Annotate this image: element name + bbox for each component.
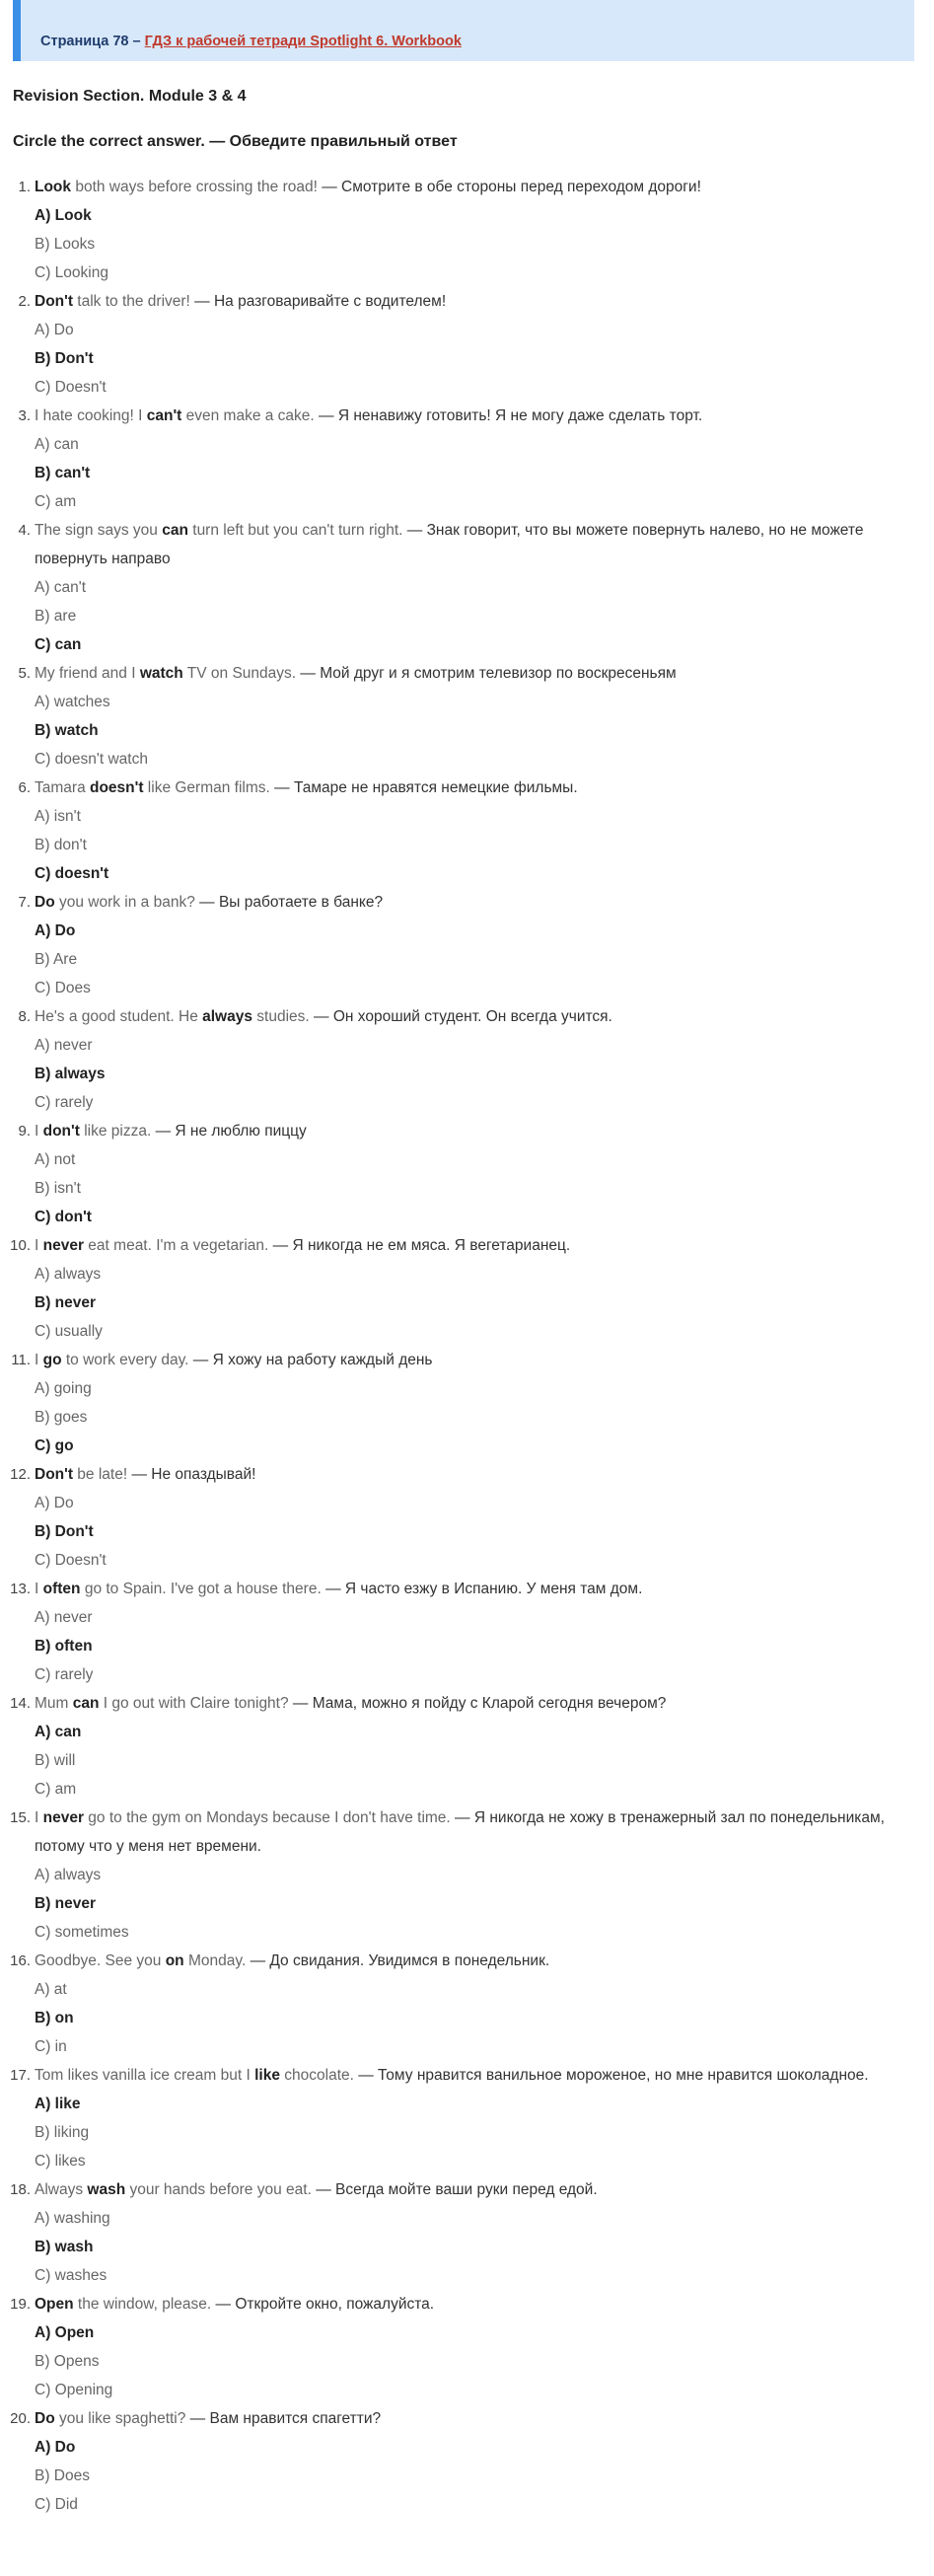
answer-option-correct: B) can't (35, 465, 91, 481)
answer-option: B) Opens (35, 2353, 100, 2370)
answer-option: B) Are (35, 951, 78, 968)
question-translation: — Я никогда не хожу в тренажерный зал по понедельникам, потому что у меня нет времени. (35, 1809, 885, 1855)
answer-option-correct: B) Don't (35, 1523, 94, 1540)
question-item (0, 1947, 934, 2061)
question-text-after: turn left but you can't turn right. (187, 522, 403, 539)
question-text-after: I go out with Claire tonight? (99, 1695, 289, 1712)
question-answer-word: never (42, 1237, 84, 1254)
question-number: 2. (18, 293, 31, 310)
question-text (35, 1117, 912, 1145)
question-translation: — Не опаздывай! (127, 1466, 256, 1483)
question-text (35, 1231, 912, 1260)
question-number: 19. (10, 2296, 31, 2313)
question-item (0, 402, 934, 516)
question-item (0, 1346, 934, 1460)
question-text-after: eat meat. I'm a vegetarian. (84, 1237, 269, 1254)
question-answer-word: watch (139, 665, 183, 682)
answer-option: C) Looking (35, 264, 108, 281)
answer-option: C) Doesn't (35, 1552, 107, 1569)
question-translation: — Я не люблю пиццу (151, 1123, 307, 1140)
question-text-after: be late! (72, 1466, 128, 1483)
question-text-after: like pizza. (79, 1123, 152, 1140)
question-text-before: I (35, 1123, 43, 1140)
answer-option: A) watches (35, 694, 110, 710)
answer-option-correct: A) like (35, 2096, 81, 2112)
answer-option: C) usually (35, 1323, 103, 1340)
answer-option: A) isn't (35, 808, 81, 825)
question-text-after: both ways before crossing the road! (71, 179, 318, 195)
question-item (0, 1002, 934, 1117)
answer-option: C) rarely (35, 1666, 94, 1683)
question-answer-word: Do (35, 894, 55, 911)
question-text-after: Monday. (183, 1952, 247, 1969)
answer-option: A) never (35, 1609, 93, 1626)
question-text-before: I (35, 1352, 43, 1368)
answer-option: C) Does (35, 980, 91, 996)
answer-option: C) sometimes (35, 1924, 129, 1941)
question-text-before: Goodbye. See you (35, 1952, 166, 1969)
question-text-after: TV on Sundays. (182, 665, 297, 682)
question-text-after: talk to the driver! (72, 293, 190, 310)
answer-option-correct: C) can (35, 636, 82, 653)
question-number: 13. (10, 1581, 31, 1597)
answer-option: B) Does (35, 2467, 90, 2484)
question-text (35, 2061, 912, 2090)
question-text-after: chocolate. (279, 2067, 354, 2084)
question-text-before: I (35, 1581, 43, 1597)
question-text-before: I hate cooking! I (35, 407, 147, 424)
question-answer-word: Open (35, 2296, 74, 2313)
question-answer-word: doesn't (90, 779, 144, 796)
question-number: 3. (18, 407, 31, 424)
question-item (0, 888, 934, 1002)
question-translation: — Вы работаете в банке? (194, 894, 384, 911)
answer-option-correct: C) don't (35, 1209, 92, 1225)
question-text-before: Tamara (35, 779, 90, 796)
question-item (0, 1117, 934, 1231)
answer-option-correct: A) Open (35, 2324, 95, 2341)
section-title: Revision Section. Module 3 & 4 (13, 88, 247, 105)
question-item (0, 1803, 934, 1947)
question-translation: — Знак говорит, что вы можете повернуть налево, но не можете повернуть направо (35, 522, 864, 567)
question-number: 1. (18, 179, 31, 195)
question-number: 15. (10, 1809, 31, 1826)
question-number: 9. (18, 1123, 31, 1140)
question-number: 6. (18, 779, 31, 796)
answer-option: C) Did (35, 2496, 78, 2513)
question-translation: — На разговаривайте с водителем! (189, 293, 447, 310)
question-text (35, 888, 912, 917)
page-header-banner (13, 0, 914, 61)
answer-option: B) goes (35, 1409, 88, 1426)
question-number: 7. (18, 894, 31, 911)
answer-option-correct: B) watch (35, 722, 99, 739)
question-number: 20. (10, 2410, 31, 2427)
question-item (0, 2175, 934, 2290)
answer-option-correct: A) can (35, 1724, 82, 1740)
answer-option: B) don't (35, 837, 87, 853)
question-text (35, 173, 912, 201)
question-text (35, 1689, 912, 1718)
question-answer-word: can (72, 1695, 100, 1712)
answer-option-correct: B) on (35, 2010, 74, 2026)
question-item (0, 659, 934, 773)
question-text (35, 773, 912, 802)
answer-option: B) Looks (35, 236, 96, 253)
question-number: 18. (10, 2181, 31, 2198)
question-text-after: like German films. (143, 779, 270, 796)
question-text (35, 1947, 912, 1975)
answer-option: A) washing (35, 2210, 110, 2227)
question-item (0, 287, 934, 402)
question-text (35, 1002, 912, 1031)
question-answer-word: go (42, 1352, 62, 1368)
question-translation: — До свидания. Увидимся в понедельник. (246, 1952, 550, 1969)
answer-option: C) am (35, 1781, 77, 1798)
question-translation: — Он хороший студент. Он всегда учится. (309, 1008, 612, 1025)
question-translation: — Тому нравится ванильное мороженое, но мне нравится шоколадное. (353, 2067, 869, 2084)
question-answer-word: like (254, 2067, 280, 2084)
question-list (0, 173, 934, 2519)
question-number: 16. (10, 1952, 31, 1969)
answer-option-correct: B) never (35, 1895, 97, 1912)
answer-option: A) Do (35, 1495, 74, 1511)
answer-option-correct: B) always (35, 1066, 106, 1082)
question-translation: — Мама, можно я пойду с Кларой сегодня вечером? (288, 1695, 667, 1712)
question-text-before: He's a good student. He (35, 1008, 203, 1025)
question-translation: — Я никогда не ем мяса. Я вегетарианец. (268, 1237, 571, 1254)
exercise-instruction: Circle the correct answer. — Обведите правильный ответ (13, 133, 458, 150)
answer-option-correct: A) Do (35, 922, 76, 939)
answer-option-correct: A) Look (35, 207, 92, 224)
question-item (0, 773, 934, 888)
question-translation: — Вам нравится спагетти? (185, 2410, 382, 2427)
question-translation: — Всегда мойте ваши руки перед едой. (311, 2181, 598, 2198)
question-answer-word: can (162, 522, 188, 539)
question-answer-word: Do (35, 2410, 55, 2427)
question-text (35, 1575, 912, 1603)
question-text-after: go to the gym on Mondays because I don't have time. (84, 1809, 451, 1826)
question-text (35, 402, 912, 430)
question-translation: — Тамаре не нравятся немецкие фильмы. (269, 779, 578, 796)
question-text-before: I (35, 1237, 43, 1254)
question-text-before: Mum (35, 1695, 73, 1712)
question-item (0, 516, 934, 659)
answer-option: B) isn't (35, 1180, 81, 1197)
answer-option: C) washes (35, 2267, 108, 2284)
question-text-before: Always (35, 2181, 88, 2198)
question-text (35, 516, 912, 573)
answer-option-correct: A) Do (35, 2439, 76, 2456)
question-text (35, 2175, 912, 2204)
question-item (0, 1575, 934, 1689)
question-text-before: I (35, 1809, 43, 1826)
question-text (35, 1346, 912, 1374)
question-text-after: even make a cake. (181, 407, 315, 424)
answer-option-correct: B) never (35, 1294, 97, 1311)
question-text-before: Tom likes vanilla ice cream but I (35, 2067, 255, 2084)
question-answer-word: often (42, 1581, 81, 1597)
question-item (0, 173, 934, 287)
question-translation: — Я часто езжу в Испанию. У меня там дом. (321, 1581, 643, 1597)
question-item (0, 1460, 934, 1575)
answer-option: A) at (35, 1981, 67, 1998)
answer-option: C) Doesn't (35, 379, 107, 396)
answer-option: A) can't (35, 579, 87, 596)
question-answer-word: don't (42, 1123, 80, 1140)
question-answer-word: Don't (35, 1466, 73, 1483)
answer-option: C) Opening (35, 2382, 113, 2398)
question-text (35, 659, 912, 688)
question-item (0, 2290, 934, 2404)
answer-option-correct: C) doesn't (35, 865, 109, 882)
question-answer-word: on (165, 1952, 184, 1969)
answer-option: A) Do (35, 322, 74, 338)
question-translation: — Откройте окно, пожалуйста. (211, 2296, 435, 2313)
answer-option: A) going (35, 1380, 92, 1397)
answer-option-correct: B) Don't (35, 350, 94, 367)
workbook-link[interactable]: ГДЗ к рабочей тетради Spotlight 6. Workbook (144, 34, 462, 49)
answer-option: C) rarely (35, 1094, 94, 1111)
question-text-after: your hands before you eat. (125, 2181, 312, 2198)
question-answer-word: Don't (35, 293, 73, 310)
question-text-before: The sign says you (35, 522, 163, 539)
question-text-after: the window, please. (73, 2296, 212, 2313)
question-text-before: My friend and I (35, 665, 140, 682)
question-text-after: go to Spain. I've got a house there. (80, 1581, 322, 1597)
question-text (35, 1460, 912, 1489)
answer-option: C) doesn't watch (35, 751, 148, 768)
question-translation: — Я хожу на работу каждый день (188, 1352, 433, 1368)
question-number: 5. (18, 665, 31, 682)
answer-option: C) in (35, 2038, 67, 2055)
question-answer-word: always (202, 1008, 252, 1025)
answer-option-correct: B) often (35, 1638, 93, 1655)
question-number: 17. (10, 2067, 31, 2084)
question-text-after: studies. (251, 1008, 310, 1025)
answer-option: A) can (35, 436, 79, 453)
question-item (0, 1231, 934, 1346)
question-translation: — Мой друг и я смотрим телевизор по воскресеньям (296, 665, 677, 682)
answer-option: A) not (35, 1151, 76, 1168)
question-item (0, 2404, 934, 2519)
answer-option: B) are (35, 608, 77, 625)
question-number: 8. (18, 1008, 31, 1025)
question-text (35, 287, 912, 316)
question-item (0, 1689, 934, 1803)
question-text-after: you like spaghetti? (54, 2410, 186, 2427)
page-number-label: Страница 78 (40, 34, 129, 49)
answer-option: A) always (35, 1867, 102, 1883)
question-translation: — Я ненавижу готовить! Я не могу даже сделать торт. (314, 407, 703, 424)
question-number: 12. (10, 1466, 31, 1483)
question-number: 11. (11, 1352, 31, 1368)
question-text-after: to work every day. (61, 1352, 189, 1368)
question-translation: — Смотрите в обе стороны перед переходом дороги! (317, 179, 701, 195)
question-item (0, 2061, 934, 2175)
answer-option: C) likes (35, 2153, 86, 2170)
question-number: 4. (18, 522, 31, 539)
answer-option: C) am (35, 493, 77, 510)
answer-option: B) liking (35, 2124, 90, 2141)
answer-option: A) always (35, 1266, 102, 1283)
answer-option: B) will (35, 1752, 76, 1769)
answer-option: A) never (35, 1037, 93, 1054)
answer-option-correct: C) go (35, 1437, 74, 1454)
question-number: 14. (10, 1695, 31, 1712)
question-answer-word: wash (87, 2181, 126, 2198)
answer-option-correct: B) wash (35, 2239, 94, 2255)
question-answer-word: never (42, 1809, 84, 1826)
question-number: 10. (10, 1237, 31, 1254)
header-dash: – (128, 34, 145, 49)
question-answer-word: can't (146, 407, 182, 424)
question-text-after: you work in a bank? (54, 894, 195, 911)
question-text (35, 2404, 912, 2433)
question-text (35, 2290, 912, 2318)
question-text (35, 1803, 912, 1861)
question-answer-word: Look (35, 179, 72, 195)
